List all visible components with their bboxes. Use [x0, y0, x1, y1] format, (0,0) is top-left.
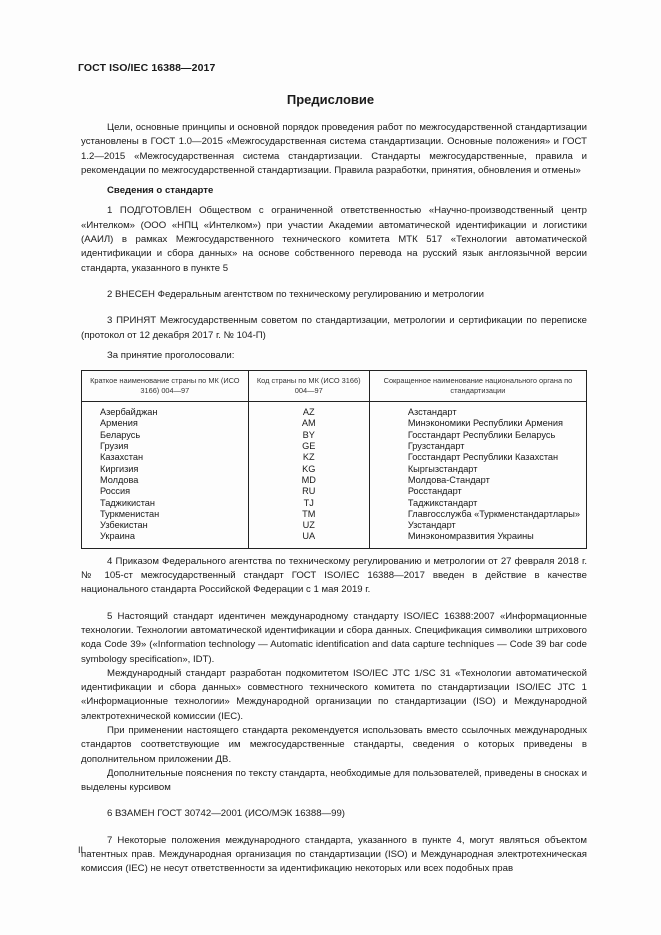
- country-name: Таджикистан: [82, 498, 249, 509]
- table-row: [82, 531, 587, 548]
- item-6: 6 ВЗАМЕН ГОСТ 30742—2001 (ИСО/МЭК 16388—99): [107, 808, 346, 820]
- national-body: Росстандарт: [369, 486, 586, 497]
- national-body: Молдова-Стандарт: [369, 475, 586, 486]
- item-7: 7 Некоторые положения международного стандарта, указанного в пункте 4, могут являться объектом патентных прав. Международная организация по стандартизации (ISO) и Международная электротехническая комиссия (IEC) не несут ответственности за идентификацию некоторых или всех подобных прав: [81, 834, 587, 875]
- item-5: 5 Настоящий стандарт идентичен международному стандарту ISO/IEC 16388:2007 «Информационные технологии. Технологии автоматической идентификации и сбора данных. Спецификация символики штрихового кода Code 39» («Information technology — Automatic identification and data capture techniques — Code 39 bar code symbology specification», IDT).: [81, 610, 587, 665]
- table-row: [82, 475, 587, 486]
- country-code: KZ: [248, 452, 369, 463]
- country-name: Россия: [82, 486, 249, 497]
- country-name: Узбекистан: [82, 520, 249, 531]
- item-5-notes: Дополнительные пояснения по тексту стандарта, необходимые для пользователей, приведены в сносках и выделены курсивом: [81, 767, 587, 794]
- col-header-code: Код страны по МК (ИСО 3166) 004—97: [248, 371, 369, 402]
- country-code: KG: [248, 464, 369, 475]
- country-name: Азербайджан: [82, 402, 249, 419]
- item-2: 2 ВНЕСЕН Федеральным агентством по техническому регулированию и метрологии: [107, 288, 485, 300]
- national-body: Госстандарт Республики Беларусь: [369, 430, 586, 441]
- country-code: BY: [248, 430, 369, 441]
- table-header-row: [82, 371, 587, 402]
- country-name: Украина: [82, 531, 249, 548]
- table-row: [82, 464, 587, 475]
- section-subheading: Сведения о стандарте: [107, 185, 214, 197]
- table-row: [82, 509, 587, 520]
- national-body: Минэкономики Республики Армения: [369, 418, 586, 429]
- page-title: Предисловие: [286, 92, 375, 107]
- item-1: 1 ПОДГОТОВЛЕН Обществом с ограниченной ответственностью «Научно-производственный центр «Интелком» (ООО «НПЦ «Интелком») при участии Академии автоматической идентификации и логистики (ААИЛ) в рамках Межгосударственного технического комитета МТК 517 «Технологии автоматической идентификации и сбора данных» на основе собственного перевода на русский язык англоязычной версии стандарта, указанного в пункте 5: [81, 205, 587, 274]
- national-body: Азстандарт: [369, 402, 586, 419]
- table-row: [82, 418, 587, 429]
- item-3: 3 ПРИНЯТ Межгосударственным советом по стандартизации, метрологии и сертификации по переписке (протокол от 12 декабря 2017 г. № 104-П): [81, 315, 587, 341]
- table-row: [82, 402, 587, 419]
- country-code: TM: [248, 509, 369, 520]
- item-5-developer: Международный стандарт разработан подкомитетом ISO/IEC JTC 1/SC 31 «Технологии автоматической идентификации и сбора данных» совместного технического комитета по стандартизации ISO/IEC JTC 1 «Информационные технологии» Международной организации по стандартизации (ISO) и Международной электротехнической комиссии (IEC).: [81, 667, 587, 722]
- country-code: RU: [248, 486, 369, 497]
- country-name: Туркменистан: [82, 509, 249, 520]
- table-row: [82, 498, 587, 509]
- country-name: Армения: [82, 418, 249, 429]
- voting-table: [81, 370, 587, 549]
- table-row: [82, 520, 587, 531]
- national-body: Главгосслужба «Туркменстандартлары»: [369, 509, 586, 520]
- national-body: Таджикстандарт: [369, 498, 586, 509]
- intro-paragraph: Цели, основные принципы и основной порядок проведения работ по межгосударственной стандартизации установлены в ГОСТ 1.0—2015 «Межгосударственная система стандартизации. Основные положения» и ГОСТ 1.2—2015 «Межгосударственная система стандартизации. Стандарты межгосударственные, правила и рекомендации по межгосударственной стандартизации. Правила разработки, принятия, обновления и отмены»: [81, 122, 587, 176]
- national-body: Кыргызстандарт: [369, 464, 586, 475]
- country-name: Молдова: [82, 475, 249, 486]
- country-code: GE: [248, 441, 369, 452]
- national-body: Госстандарт Республики Казахстан: [369, 452, 586, 463]
- country-name: Казахстан: [82, 452, 249, 463]
- item-4: 4 Приказом Федерального агентства по техническому регулированию и метрологии от 27 февраля 2018 г. № 105-ст межгосударственный стандарт ГОСТ ISO/IEC 16388—2017 введен в действие в качестве национального стандарта Российской Федерации с 1 мая 2019 г.: [81, 555, 587, 596]
- table-row: [82, 430, 587, 441]
- national-body: Минэкономразвития Украины: [369, 531, 586, 548]
- country-name: Киргизия: [82, 464, 249, 475]
- country-code: AZ: [248, 402, 369, 419]
- col-header-country: Краткое наименование страны по МК (ИСО 3166) 004—97: [82, 371, 249, 402]
- col-header-body: Сокращенное наименование национального органа по стандартизации: [369, 371, 586, 402]
- table-row: [82, 452, 587, 463]
- document-body: [81, 121, 587, 877]
- country-code: UZ: [248, 520, 369, 531]
- country-code: MD: [248, 475, 369, 486]
- national-body: Узстандарт: [369, 520, 586, 531]
- vote-intro: За принятие проголосовали:: [107, 349, 235, 361]
- country-name: Грузия: [82, 441, 249, 452]
- table-row: [82, 486, 587, 497]
- standard-header: ГОСТ ISO/IEC 16388—2017: [78, 62, 216, 74]
- table-row: [82, 441, 587, 452]
- country-code: TJ: [248, 498, 369, 509]
- country-code: UA: [248, 531, 369, 548]
- national-body: Грузстандарт: [369, 441, 586, 452]
- item-5-application: При применении настоящего стандарта рекомендуется использовать вместо ссылочных международных стандартов соответствующие им межгосударственные стандарты, сведения о которых приведены в дополнительном приложении ДВ.: [81, 724, 587, 765]
- page-number: II: [78, 845, 84, 855]
- country-code: AM: [248, 418, 369, 429]
- country-name: Беларусь: [82, 430, 249, 441]
